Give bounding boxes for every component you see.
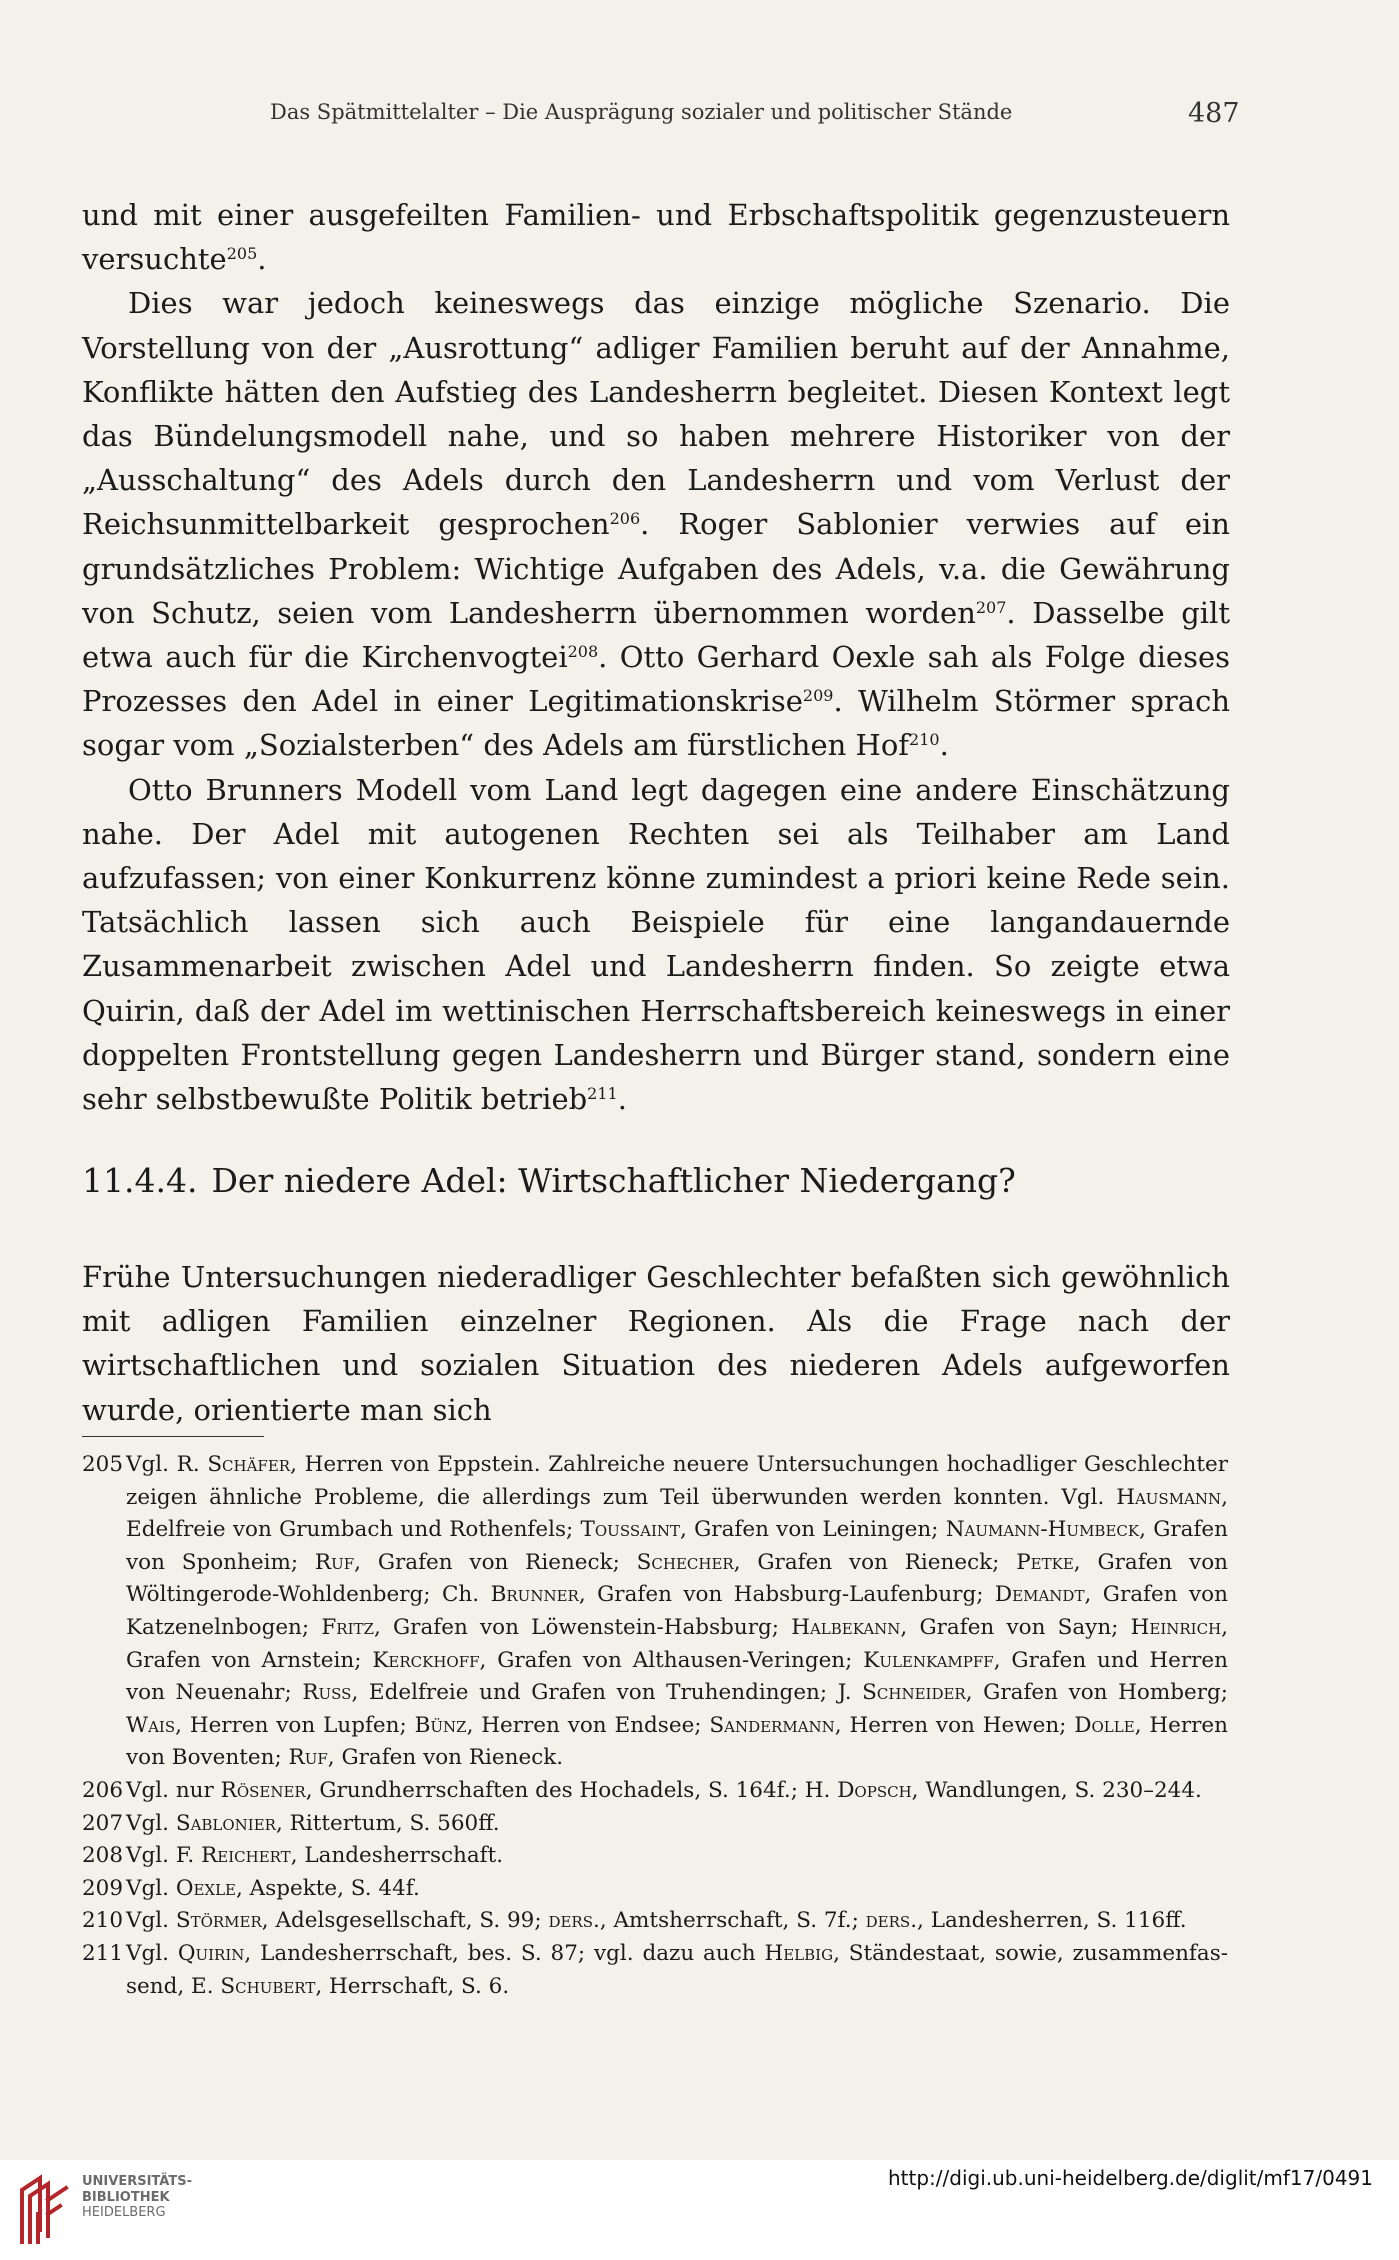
- footnote-number: 210: [82, 1908, 124, 1934]
- footnote-segment: , Grafen von Homberg;: [965, 1680, 1228, 1706]
- source-url-link[interactable]: http://digi.ub.uni-heidelberg.de/diglit/mf17/0491: [888, 2166, 1373, 2190]
- footnote-ref-207[interactable]: 207: [975, 597, 1007, 617]
- footnote-segment: , Landesherren, S. 116ff.: [917, 1908, 1187, 1934]
- footnote-number: 208: [82, 1843, 124, 1869]
- footnote-segment: , Wandlungen, S. 230–244.: [911, 1777, 1202, 1803]
- paragraph-3: [82, 768, 1230, 1122]
- footnote-segment: , Grafen von Althausen-Veringen;: [479, 1647, 864, 1673]
- paragraph-2-text-f: .: [939, 728, 949, 763]
- section-heading: [82, 1158, 1230, 1204]
- author-name: Russ: [302, 1680, 352, 1706]
- footnote-segment: , Adelsgesellschaft, S. 99;: [261, 1908, 549, 1934]
- author-name: Kulenkampff: [863, 1647, 994, 1673]
- paragraph-2-text-c: . Dasselbe gilt etwa auch für die Kirchenvogtei: [82, 595, 1230, 675]
- footnote-segment: , Landesherrschaft, bes. S. 87; vgl. dazu auch: [244, 1940, 765, 1966]
- footnote-ref-211[interactable]: 211: [587, 1084, 618, 1104]
- footnote-segment: , Herren von Boventen;: [126, 1712, 1228, 1771]
- footnote-text: [126, 1808, 1228, 1841]
- paragraph-2-text-e: . Wilhelm Störmer sprach sogar vom „Sozialsterben“ des Adels am fürstlichen Hof: [82, 684, 1231, 763]
- section-text: [82, 1255, 1230, 1432]
- footnote-segment: , Grafen von Rieneck.: [327, 1745, 564, 1771]
- footnote-segment: , Grafen von Sponheim;: [126, 1517, 1228, 1575]
- footnote-text: [126, 1775, 1228, 1808]
- author-name: Dopsch: [837, 1777, 912, 1803]
- footnote-segment: , Herren von Hewen;: [834, 1712, 1075, 1738]
- footnote-segment: , Grafen von Arnstein;: [126, 1614, 1229, 1673]
- footnote-segment: , Grafen von Wöltingerode-Wohldenberg; Ch.: [126, 1549, 1228, 1608]
- footnote-text: [126, 1840, 1228, 1873]
- author-name: Schäfer: [207, 1452, 291, 1477]
- library-name: [82, 2174, 192, 2221]
- author-name: Fritz: [321, 1614, 374, 1640]
- author-name: Schecher: [636, 1549, 734, 1575]
- running-head: [0, 96, 1399, 136]
- footnote-205: [82, 1449, 1228, 1775]
- author-name: ders.: [865, 1908, 918, 1934]
- footnote-divider: [82, 1436, 264, 1437]
- footnote-segment: , Landesherrschaft.: [290, 1843, 504, 1869]
- footnote-211: [82, 1938, 1228, 2003]
- author-name: Petke: [1016, 1549, 1074, 1575]
- author-name: Oexle: [175, 1875, 237, 1901]
- author-name: Halbekann: [791, 1614, 901, 1640]
- footnote-segment: , Grafen von Rieneck;: [733, 1549, 1017, 1575]
- footnote-segment: , Grafen von Löwenstein-Habsburg;: [373, 1614, 792, 1640]
- footnote-segment: , Grafen von Rieneck;: [354, 1549, 637, 1575]
- footnote-segment: , Grafen von Katzenelnbogen;: [126, 1582, 1228, 1640]
- footnotes: [82, 1449, 1228, 2003]
- paragraph-2-text-b: . Roger Sablonier verwies auf ein grundsätzliches Problem: Wichtige Aufgaben des Adels, v.a. die Gewährung von Schutz, seien vom Landesherrn übernommen worden: [82, 507, 1230, 630]
- author-name: Sablonier: [175, 1810, 276, 1836]
- footnote-segment: , Grafen von Leiningen;: [680, 1517, 946, 1543]
- footnote-segment: , Edelfreie von Grumbach und Rothenfels;: [126, 1484, 1228, 1543]
- footnote-text: [126, 1449, 1228, 1775]
- author-name: Helbig: [764, 1940, 834, 1966]
- author-name: Ruf: [314, 1549, 355, 1575]
- paragraph-3-text-b: .: [617, 1082, 627, 1117]
- footnote-segment: , Herrschaft, S. 6.: [315, 1973, 510, 1999]
- author-name: Wais: [126, 1712, 176, 1738]
- footnote-206: [82, 1775, 1228, 1808]
- footnote-ref-210[interactable]: 210: [909, 730, 940, 750]
- footnote-segment: , Herren von Endsee;: [466, 1712, 710, 1738]
- author-name: Rösener: [220, 1777, 306, 1803]
- footnote-ref-208[interactable]: 208: [567, 642, 599, 662]
- author-name: Heinrich: [1130, 1614, 1222, 1640]
- footnote-segment: Vgl. F.: [126, 1843, 202, 1869]
- library-logo-icon[interactable]: [16, 2170, 78, 2248]
- paragraph-1: [82, 193, 1230, 281]
- footnote-number: 205: [82, 1452, 124, 1477]
- author-name: Hausmann: [1116, 1484, 1222, 1510]
- author-name: Naumann-Humbeck: [945, 1517, 1140, 1543]
- footnote-segment: Vgl. nur: [126, 1777, 221, 1803]
- footnote-number: 209: [82, 1875, 124, 1901]
- author-name: ders.: [548, 1908, 600, 1934]
- footnote-segment: Vgl.: [126, 1940, 178, 1966]
- footnote-number: 206: [82, 1777, 124, 1803]
- footnote-segment: Vgl.: [126, 1875, 176, 1901]
- author-name: Ruf: [288, 1745, 328, 1771]
- footnote-segment: , Amtsherrschaft, S. 7f.;: [599, 1908, 866, 1934]
- running-title: Das Spätmittelalter – Die Ausprägung sozialer und politischer Stände: [270, 100, 1013, 124]
- author-name: Dolle: [1074, 1712, 1135, 1738]
- author-name: Bünz: [414, 1712, 467, 1738]
- footnote-segment: Vgl. R.: [126, 1452, 208, 1477]
- author-name: Demandt: [994, 1582, 1085, 1608]
- footnote-ref-205[interactable]: 205: [226, 244, 258, 264]
- footnote-text: [126, 1873, 1228, 1906]
- footnote-segment: , Grafen und Herren von Neuenahr;: [126, 1647, 1228, 1706]
- author-name: Quirin: [177, 1940, 245, 1966]
- body-text: [82, 193, 1230, 1121]
- paragraph-1-text: und mit einer ausgefeilten Familien- und Erbschaftspolitik gegenzusteuern versuchte: [82, 198, 1230, 277]
- author-name: Toussaint: [580, 1517, 681, 1543]
- footnote-segment: , Ständestaat, sowie, zusammenfassend, E.: [126, 1940, 1229, 1999]
- section-number: 11.4.4.: [82, 1161, 198, 1200]
- footnote-208: [82, 1840, 1228, 1873]
- footnote-segment: , Grundherrschaften des Hochadels, S. 164f.; H.: [305, 1777, 838, 1803]
- author-name: Störmer: [175, 1908, 262, 1934]
- footnote-segment: , Herren von Lupfen;: [175, 1712, 415, 1738]
- footnote-segment: , Grafen von Habsburg-Laufenburg;: [578, 1582, 995, 1608]
- footnote-segment: , Rittertum, S. 560ff.: [275, 1810, 500, 1836]
- section-paragraph: Frühe Untersuchungen niederadliger Geschlechter befaßten sich gewöhnlich mit adligen Familien einzelner Regionen. Als die Frage nach der wirtschaftlichen und sozialen Situation des niederen Adels aufgeworfen wurde, orientierte man sich: [82, 1260, 1230, 1427]
- author-name: Reichert: [201, 1843, 291, 1869]
- footnote-210: [82, 1905, 1228, 1938]
- author-name: Schneider: [862, 1680, 966, 1706]
- footnote-209: [82, 1873, 1228, 1906]
- paragraph-1-end: .: [257, 242, 267, 277]
- footnote-segment: , Aspekte, S. 44f.: [236, 1875, 420, 1901]
- page-number: 487: [1188, 98, 1240, 129]
- author-name: Brunner: [490, 1582, 579, 1608]
- footnote-207: [82, 1808, 1228, 1841]
- viewer-footer: [0, 2160, 1399, 2260]
- footnote-text: [126, 1905, 1228, 1938]
- author-name: Schubert: [220, 1973, 316, 1999]
- library-name-line-3: HEIDELBERG: [82, 2205, 166, 2220]
- footnote-number: 211: [82, 1940, 124, 1966]
- footnote-segment: Vgl.: [126, 1908, 176, 1934]
- author-name: Sandermann: [709, 1712, 835, 1738]
- paragraph-2-text-a: Dies war jedoch keineswegs das einzige mögliche Szenario. Die Vorstellung von der „Ausrottung“ adliger Familien beruht auf der Annahme, Konflikte hätten den Aufstieg des Landesherrn begleitet. Diesen Kontext legt das Bündelungsmodell nahe, und so haben mehrere Historiker von der „Ausschaltung“ des Adels durch den Landesherrn und vom Verlust der Reichsunmittelbarkeit gesprochen: [82, 286, 1230, 542]
- footnote-text: [126, 1938, 1228, 2003]
- footnote-segment: , Grafen von Sayn;: [900, 1614, 1131, 1640]
- footnote-segment: Vgl.: [126, 1810, 176, 1836]
- paragraph-3-text-a: Otto Brunners Modell vom Land legt dagegen eine andere Einschätzung nahe. Der Adel mit autogenen Rechten sei als Teilhaber am Land aufzufassen; von einer Konkurrenz könne zumindest a priori keine Rede sein. Tatsächlich lassen sich auch Beispiele für eine langandauernde Zusammenarbeit zwischen Adel und Landesherrn finden. So zeigte etwa Quirin, daß der Adel im wettinischen Herrschaftsbereich keineswegs in einer doppelten Frontstellung gegen Landesherrn und Bürger stand, sondern eine sehr selbstbewußte Politik betrieb: [82, 772, 1230, 1117]
- footnote-segment: , Edelfreie und Grafen von Truhendingen; J.: [351, 1680, 863, 1706]
- library-name-line-1: UNIVERSITÄTS-: [82, 2174, 192, 2189]
- paragraph-2: [82, 281, 1230, 767]
- section-title: Der niedere Adel: Wirtschaftlicher Niedergang?: [211, 1161, 1016, 1200]
- library-name-line-2: BIBLIOTHEK: [82, 2189, 170, 2205]
- footnote-ref-209[interactable]: 209: [802, 686, 834, 706]
- footnote-segment: , Herren von Eppstein. Zahlreiche neuere Untersuchungen hochadliger Geschlechter zeigen ähnliche Probleme, die allerdings zum Teil überwunden werden konnten. Vgl.: [126, 1452, 1228, 1510]
- paragraph-2-text-d: . Otto Gerhard Oexle sah als Folge dieses Prozesses den Adel in einer Legitimationskrise: [82, 640, 1230, 719]
- footnote-ref-206[interactable]: 206: [609, 509, 641, 529]
- footnote-number: 207: [82, 1810, 124, 1836]
- author-name: Kerckhoff: [372, 1647, 480, 1673]
